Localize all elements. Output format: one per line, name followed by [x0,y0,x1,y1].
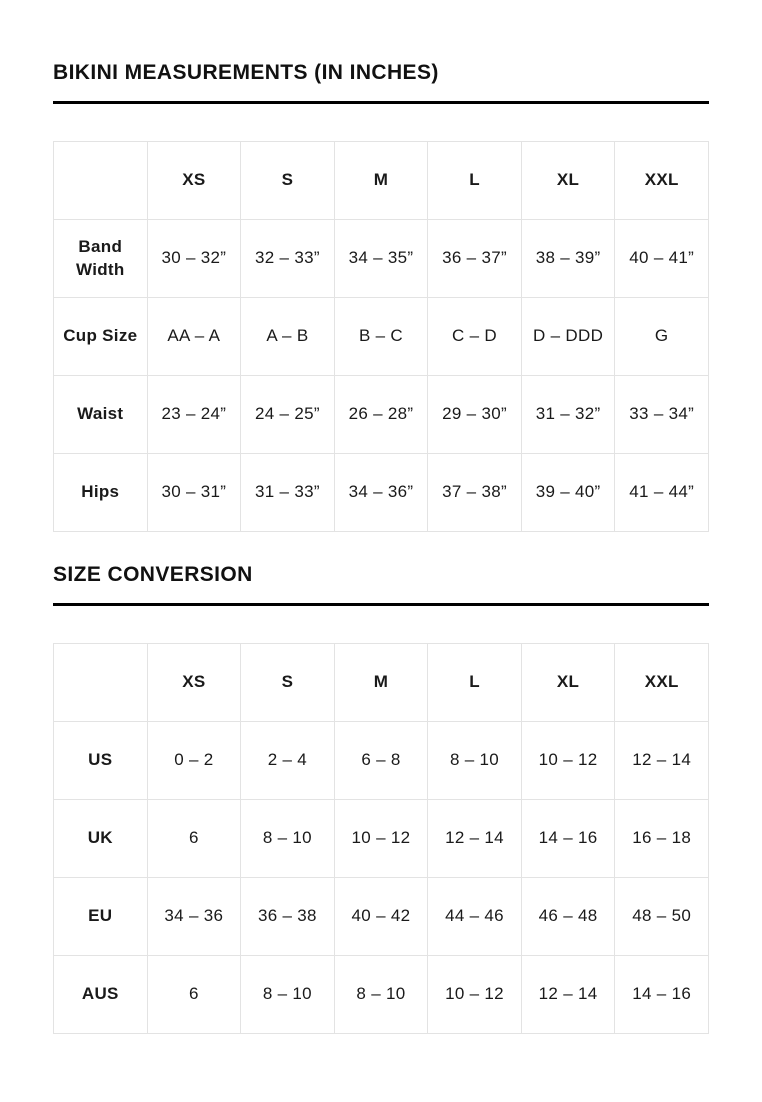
table-cell: 34 – 35” [334,220,428,298]
table-cell: 34 – 36” [334,454,428,532]
bikini-measurements-section [53,60,709,532]
row-label: Hips [54,454,148,532]
row-label: Cup Size [54,298,148,376]
column-header-s: S [241,644,335,722]
table-cell: 6 [147,956,241,1034]
table-cell: 8 – 10 [241,800,335,878]
table-row-hips [54,454,709,532]
corner-cell [54,644,148,722]
table-cell: 23 – 24” [147,376,241,454]
column-header-l: L [428,142,522,220]
table-cell: 30 – 32” [147,220,241,298]
table-cell: 6 – 8 [334,722,428,800]
column-header-s: S [241,142,335,220]
table-cell: 24 – 25” [241,376,335,454]
table-cell: AA – A [147,298,241,376]
table-cell: 10 – 12 [334,800,428,878]
column-header-xs: XS [147,142,241,220]
table-cell: B – C [334,298,428,376]
table-header-row [54,644,709,722]
table-row-cup-size [54,298,709,376]
table-cell: 29 – 30” [428,376,522,454]
section-title-size-conversion: SIZE CONVERSION [53,563,253,586]
table-cell: 32 – 33” [241,220,335,298]
table-cell: 10 – 12 [428,956,522,1034]
table-cell: 8 – 10 [334,956,428,1034]
table-cell: 38 – 39” [521,220,615,298]
table-cell: 12 – 14 [521,956,615,1034]
size-guide-page [53,0,709,1102]
table-cell: 34 – 36 [147,878,241,956]
table-cell: 14 – 16 [521,800,615,878]
row-label: EU [54,878,148,956]
table-cell: 40 – 41” [615,220,709,298]
table-cell: 12 – 14 [615,722,709,800]
size-conversion-section [53,562,709,1034]
table-cell: C – D [428,298,522,376]
section-title-bikini-measurements: BIKINI MEASUREMENTS (IN INCHES) [53,61,439,84]
table-cell: 8 – 10 [428,722,522,800]
table-cell: 8 – 10 [241,956,335,1034]
row-label: US [54,722,148,800]
table-header-row [54,142,709,220]
table-cell: 46 – 48 [521,878,615,956]
table-cell: 14 – 16 [615,956,709,1034]
title-underline-rule [53,603,709,606]
row-label: Band Width [54,220,148,298]
table-row-us [54,722,709,800]
table-row-uk [54,800,709,878]
table-cell: 33 – 34” [615,376,709,454]
table-cell: 36 – 37” [428,220,522,298]
table-cell: 44 – 46 [428,878,522,956]
column-header-xxl: XXL [615,142,709,220]
title-underline-rule [53,101,709,104]
table-cell: 12 – 14 [428,800,522,878]
table-cell: 31 – 33” [241,454,335,532]
size-conversion-table [53,643,709,1034]
table-cell: G [615,298,709,376]
table-cell: 0 – 2 [147,722,241,800]
table-cell: 40 – 42 [334,878,428,956]
table-row-band-width [54,220,709,298]
column-header-l: L [428,644,522,722]
column-header-xxl: XXL [615,644,709,722]
column-header-m: M [334,644,428,722]
table-cell: 39 – 40” [521,454,615,532]
table-cell: 48 – 50 [615,878,709,956]
table-cell: 26 – 28” [334,376,428,454]
column-header-xs: XS [147,644,241,722]
table-row-eu [54,878,709,956]
table-cell: 37 – 38” [428,454,522,532]
table-cell: A – B [241,298,335,376]
table-cell: 10 – 12 [521,722,615,800]
table-row-aus [54,956,709,1034]
table-cell: 30 – 31” [147,454,241,532]
row-label: Waist [54,376,148,454]
corner-cell [54,142,148,220]
column-header-m: M [334,142,428,220]
column-header-xl: XL [521,644,615,722]
row-label: UK [54,800,148,878]
table-cell: 16 – 18 [615,800,709,878]
table-cell: 6 [147,800,241,878]
table-cell: 2 – 4 [241,722,335,800]
table-cell: 36 – 38 [241,878,335,956]
bikini-measurements-table [53,141,709,532]
table-row-waist [54,376,709,454]
column-header-xl: XL [521,142,615,220]
table-cell: 31 – 32” [521,376,615,454]
row-label: AUS [54,956,148,1034]
table-cell: 41 – 44” [615,454,709,532]
table-cell: D – DDD [521,298,615,376]
